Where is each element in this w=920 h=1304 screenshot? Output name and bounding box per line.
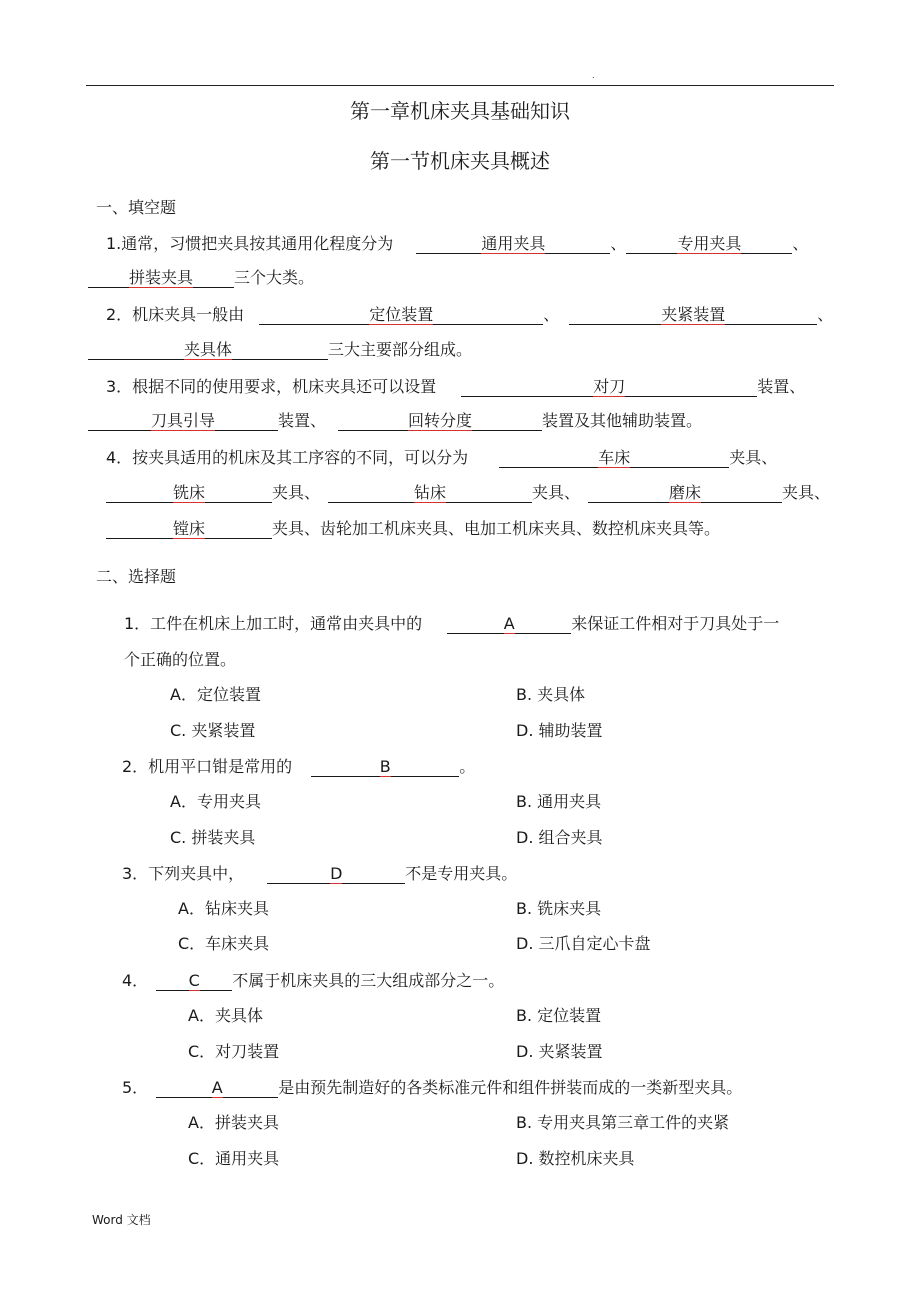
fill-question-1: 1.通常，习惯把夹具按其通用化程度分为 通用夹具 、 专用夹具 、 <box>106 234 809 253</box>
option-b: B. 专用夹具第三章工件的夹紧 <box>516 1113 730 1132</box>
option-d: D. 夹紧装置 <box>516 1042 603 1061</box>
chapter-title: 第一章机床夹具基础知识 <box>350 99 570 123</box>
answer-blank: 钻床 <box>328 483 532 503</box>
option-c: C．车床夹具 <box>178 934 270 953</box>
answer-blank: A <box>447 614 571 634</box>
answer-blank: A <box>156 1078 278 1098</box>
fill-question-4-cont2: 镗床 夹具、齿轮加工机床夹具、电加工机床夹具、数控机床夹具等。 <box>106 519 720 539</box>
answer-blank: 车床 <box>499 448 729 468</box>
answer-blank: 定位装置 <box>259 305 543 325</box>
option-c: C．通用夹具 <box>188 1149 280 1168</box>
option-b: B. 夹具体 <box>516 685 586 704</box>
option-c: C. 拼装夹具 <box>170 828 256 847</box>
header-rule <box>86 85 834 86</box>
option-d: D. 辅助装置 <box>516 721 603 740</box>
fill-question-2-cont: 夹具体 三大主要部分组成。 <box>88 340 472 360</box>
fill-section-heading: 一、填空题 <box>96 198 177 217</box>
answer-blank: 镗床 <box>106 519 272 539</box>
fill-question-1-cont: 拼装夹具 三个大类。 <box>88 268 314 288</box>
section-title: 第一节机床夹具概述 <box>370 149 550 173</box>
choice-question-4: 4． C 不属于机床夹具的三大组成部分之一。 <box>122 971 505 990</box>
option-b: B. 铣床夹具 <box>516 899 602 918</box>
answer-blank: 刀具引导 <box>88 411 278 431</box>
answer-blank: 夹具体 <box>88 340 328 360</box>
choice-question-1: 1．工件在机床上加工时，通常由夹具中的 A 来保证工件相对于刀具处于一 <box>124 614 780 633</box>
answer-blank: 拼装夹具 <box>88 268 234 288</box>
answer-blank: 对刀 <box>461 377 757 397</box>
option-c: C. 夹紧装置 <box>170 721 256 740</box>
answer-blank: B <box>311 757 459 777</box>
option-b: B. 定位装置 <box>516 1006 602 1025</box>
choice-question-5: 5． A 是由预先制造好的各类标准元件和组件拼装而成的一类新型夹具。 <box>122 1078 743 1097</box>
choice-question-3: 3．下列夹具中， D 不是专用夹具。 <box>122 864 518 883</box>
answer-blank: 夹紧装置 <box>569 305 817 325</box>
fill-question-2: 2．机床夹具一般由 定位装置 、 夹紧装置 、 <box>106 305 834 324</box>
fill-question-4: 4．按夹具适用的机床及其工序容的不同，可以分为 车床 夹具、 <box>106 448 778 467</box>
option-d: D. 三爪自定心卡盘 <box>516 934 651 953</box>
option-a: A．夹具体 <box>188 1006 263 1025</box>
answer-blank: 磨床 <box>588 483 782 503</box>
option-a: A．专用夹具 <box>170 792 261 811</box>
option-a: A．定位装置 <box>170 685 261 704</box>
answer-blank: D <box>267 864 405 884</box>
fill-question-3-cont: 刀具引导 装置、 回转分度 装置及其他辅助装置。 <box>88 411 702 431</box>
option-d: D. 组合夹具 <box>516 828 603 847</box>
option-b: B. 通用夹具 <box>516 792 602 811</box>
option-a: A．钻床夹具 <box>178 899 269 918</box>
footer-label: Word 文档 <box>92 1213 151 1227</box>
question-text: 1.通常，习惯把夹具按其通用化程度分为 <box>106 234 394 253</box>
answer-blank: C <box>156 971 232 991</box>
answer-blank: 通用夹具 <box>416 234 610 254</box>
answer-blank: 回转分度 <box>338 411 542 431</box>
option-d: D. 数控机床夹具 <box>516 1149 635 1168</box>
answer-blank: 专用夹具 <box>626 234 792 254</box>
choice-question-1-cont: 个正确的位置。 <box>124 650 237 669</box>
choice-question-2: 2．机用平口钳是常用的 B 。 <box>122 757 476 776</box>
header-dot: . <box>592 71 595 80</box>
fill-question-3: 3．根据不同的使用要求，机床夹具还可以设置 对刀 装置、 <box>106 377 806 396</box>
choice-section-heading: 二、选择题 <box>96 567 177 586</box>
option-c: C．对刀装置 <box>188 1042 280 1061</box>
answer-blank: 铣床 <box>106 483 272 503</box>
fill-question-4-cont: 铣床 夹具、 钻床 夹具、 磨床 夹具、 <box>106 483 830 503</box>
option-a: A．拼装夹具 <box>188 1113 279 1132</box>
